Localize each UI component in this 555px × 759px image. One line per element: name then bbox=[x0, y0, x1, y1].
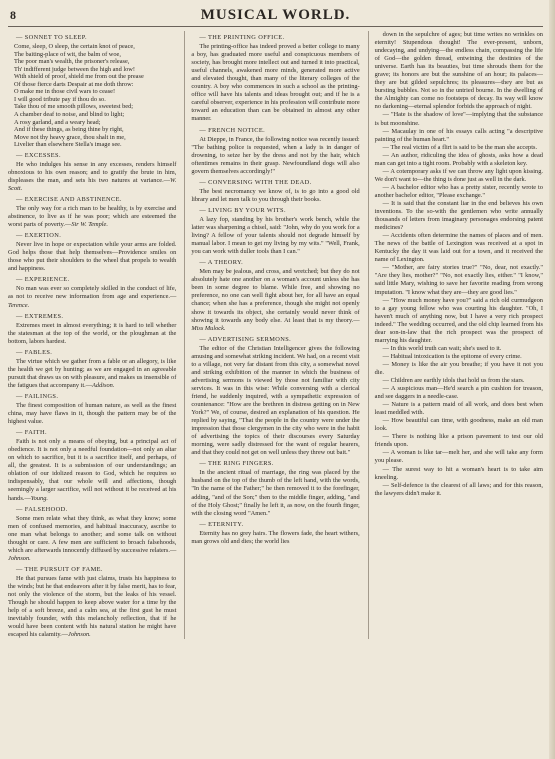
page-edge-shadow bbox=[549, 0, 555, 759]
paragraph-item: — Habitual intoxication is the epitome of every crime. bbox=[382, 352, 522, 360]
article-attribution: W. Scott. bbox=[8, 176, 177, 192]
article-heading: — THE RING FINGERS. bbox=[199, 460, 359, 468]
paragraph-item: — Nature is a pattern maid of all work, and does best when least meddled with. bbox=[374, 401, 543, 417]
poem-line: The baiting-place of wit, the balm of woe, bbox=[14, 50, 121, 58]
article bbox=[8, 313, 176, 346]
article-text: Extremes meet in almost everything; it is hard to tell whether the statesman at the top of the world, or the ploughman at the bottom, labors hardest. bbox=[8, 321, 177, 345]
article-heading: — EXERTION. bbox=[16, 232, 176, 240]
paragraph-item: — An author, ridiculing the idea of ghosts, asks how a dead man can get into a tight room. Probably with a skeleton key. bbox=[374, 151, 543, 167]
article-text: The editor of the Christian Intelligencer gives the following amusing and somewhat striking incident. We had, on a recent visit to a village, not very far distant from this city, a somewhat novel and striking exhibition of the manner in which the business of advertising sermons is viewed by those not familiar with city services. It was in this wise: While conversing with a clerical friend, he suddenly inquired, with a sympathetic expression of countenance: "How are the brethren in distress getting on in New York?" We, of course, desired an explanation of his question. He replied by saying, "That the people in the country were under the impression that those clergymen in the city who were in the habit of advertising the topics of their discourses every Saturday morning, were sadly distressed for the want of regular hearers, and that they could not get on well unless they threw out bait." bbox=[191, 344, 360, 457]
article-text: The printing-office has indeed proved a better college to many a boy, has graduated more useful and conspicuous members of society, has brought more intellect out and turned it into practical, useful channels, awakened more minds, generated more active and elevated thought, than many of the literary colleges of the country. A boy who commences in such a school as the printing-office will have his talents and ideas brought out; and if he is a careful observer, experience in his profession will contribute more toward an education than can be obtained in almost any other manner. bbox=[191, 43, 360, 123]
article-text: Men may be jealous, and cross, and wretched; but they do not absolutely hate one another on a woman's account unless she has been in some degree to blame. While free, and showing no preference, no one can well fight about her, for all have an equal chance; when she has a preference, though she might not openly show it towards its object, she certainly would never think of showing it towards any body else. At least that is my theory.—Miss Mulock. bbox=[191, 268, 360, 332]
article bbox=[191, 460, 359, 517]
article bbox=[191, 259, 359, 332]
poem-line: Come, sleep, O sleep, the certain knot of peace, bbox=[14, 43, 135, 51]
article bbox=[8, 152, 176, 193]
poem-line: With shield of proof, shield me from out the prease bbox=[14, 73, 144, 81]
article-attribution: Addison. bbox=[92, 381, 115, 389]
article bbox=[8, 566, 176, 639]
article-text: The best necromancy we know of, is to go into a good old library and let men talk to you through their books. bbox=[191, 187, 360, 203]
article-heading: — EXCESSES. bbox=[16, 152, 176, 160]
poem-line: The poor man's wealth, the prisoner's release, bbox=[14, 58, 130, 66]
paragraph-item: — In this world truth can wait; she's used to it. bbox=[382, 344, 502, 352]
article bbox=[375, 31, 543, 111]
article-text: Some men relate what they think, as what they know; some men of confused memories, and habitual inaccuracy, ascribe to one man what belongs to another; and some talk on without thought or care. A few men are sufficient to broach falsehoods, which are afterwards innocently diffused by successive relaters.—Johnson. bbox=[8, 514, 177, 562]
article-heading: — LIVING BY YOUR WITS. bbox=[199, 207, 359, 215]
paragraph-item: — Money is like the air you breathe; if you have it not you die. bbox=[374, 360, 543, 376]
paragraph-item: — A cotemporary asks if we can throw any light upon kissing. We don't want to—the thing is done just as well in the dark. bbox=[374, 167, 543, 183]
article bbox=[8, 506, 176, 563]
article-heading: — FABLES. bbox=[16, 349, 176, 357]
article-heading: — EXPERIENCE. bbox=[16, 276, 176, 284]
article-heading: — EXTREMES. bbox=[16, 313, 176, 321]
poem-lines bbox=[14, 43, 176, 149]
article-text: Faith is not only a means of obeying, but a principal act of obedience. It is not only a needful foundation—not only an altar on which to sacrifice, but it is a sacrifice itself, and perhaps, of all, the greatest. It is a submission of our understandings; an oblation of our idolized reason to God, which he requires so indispensably, that our whole will and affections, though seemingly a larger sacrifice, will not without it be received at his hands.—Young. bbox=[8, 438, 177, 502]
article-text: At Dieppe, in France, the following notice was recently issued: "The bathing police is requested, when a lady is in danger of drowning, to seize her by the dress and not by the hair, which oftentimes remains in their grasp. Newfoundland dogs will also govern themselves accordingly!" bbox=[191, 135, 360, 175]
paragraph-item: — The surest way to hit a woman's heart is to take aim kneeling. bbox=[374, 465, 543, 481]
paragraph-item: — Children are earthly idols that hold us from the stars. bbox=[382, 377, 525, 385]
paragraph-item: — Macaulay in one of his essays calls acting "a descriptive painting of the human heart." bbox=[374, 127, 543, 143]
article-heading: — THE PRINTING OFFICE. bbox=[199, 34, 359, 42]
poem-line: A chamber deaf to noise, and blind to light; bbox=[14, 110, 125, 118]
article bbox=[191, 336, 359, 458]
article-text: He that pursues fame with just claims, trusts his happiness to the winds; but he that endeavors after it by false merit, has to fear, not only the violence of the storm, but the leaks of his vessel. Though he should happen to keep above water for a time by the help of a soft breeze, and a calm sea, at the first gust he must inevitably founder, with this melancholy reflection, that if he would have been content with his natural station he might have escaped his calamity.—Johnson. bbox=[8, 574, 177, 639]
article bbox=[191, 207, 359, 256]
article-heading: — FAILINGS. bbox=[16, 393, 176, 401]
article-attribution: Terence. bbox=[8, 301, 30, 309]
article bbox=[8, 196, 176, 229]
article-attribution: Johnson. bbox=[8, 554, 31, 562]
article bbox=[191, 127, 359, 176]
page-header bbox=[8, 6, 543, 27]
poem-line: Th' indifferent judge between the high and low! bbox=[14, 65, 135, 73]
article bbox=[8, 34, 176, 149]
paragraph-item: — Self-defence is the clearest of all laws; and for this reason, the lawyers didn't make it. bbox=[374, 481, 543, 497]
paragraph-item: — "Hate is the shadow of love"—implying that the substance is but moonshine. bbox=[374, 111, 543, 127]
paragraph-item: — A bachelor editor who has a pretty sister, recently wrote to another bachelor editor, "Please exchange." bbox=[374, 183, 543, 199]
article-heading: — FALSEHOOD. bbox=[16, 506, 176, 514]
poem-line: O make me in those civil wars to cease! bbox=[14, 88, 116, 96]
article-heading: — FRENCH NOTICE. bbox=[199, 127, 359, 135]
poem-line: Livelier than elsewhere Stella's image see. bbox=[14, 141, 122, 149]
article-heading: — ETERNITY. bbox=[199, 521, 359, 529]
article-text: Eternity has no grey hairs. The flowers fade, the heart withers, man grows old and dies; the world lies bbox=[191, 529, 360, 545]
poem-line: I will good tribute pay if thou do so. bbox=[14, 95, 106, 103]
paragraph-item: — There is nothing like a prison pavement to test our old friends upon. bbox=[374, 433, 543, 449]
page-title: MUSICAL WORLD. bbox=[200, 7, 351, 23]
paragraph-item: — Accidents often determine the names of places and of men. The news of the battle of Lexington was received at a spot in Kentucky the day it was laid out for a town, and it received the name of Lexington. bbox=[374, 232, 543, 264]
article-heading: — EXERCISE AND ABSTINENCE. bbox=[16, 196, 176, 204]
paragraph-item: — A woman is like tar—melt her, and she will take any form you please. bbox=[374, 449, 543, 465]
article-attribution: Miss Mulock. bbox=[191, 324, 226, 332]
paragraph-item: — A suspicious man—He'd search a pin cushion for treason, and see daggers in a needle-case. bbox=[374, 385, 543, 401]
paragraph-item: — It is said that the constant liar in the end believes his own inventions. To the so-with the gentlemen who write annually thousands of letters from imaginary personages endorsing patent medicines? bbox=[374, 199, 543, 232]
article-text: In the ancient ritual of marriage, the ring was placed by the husband on the top of the thumb of the left hand, with the words, "In the name of the Father;" he then removed it to the forefinger, adding, "and of the Son;" then to the middle finger, adding, "and of the Holy Ghost;" finally he left it, as now, on the fourth finger, with the closing word "Amen." bbox=[191, 469, 360, 517]
article-heading: — A THEORY. bbox=[199, 259, 359, 267]
article-heading: — THE PURSUIT OF FAME. bbox=[16, 566, 176, 574]
article bbox=[191, 34, 359, 124]
column-3 bbox=[368, 31, 543, 639]
paragraph-item: — The real victim of a flirt is said to be the man she accepts. bbox=[382, 143, 538, 151]
article-text: The virtue which we gather from a fable or an allegory, is like the health we get by hunting; as we are engaged in an agreeable pursuit that draws us on with pleasure, and makes us insensible of the fatigues that accompany it.—Addison. bbox=[8, 357, 177, 389]
poem-line: And if these things, as being thine by right, bbox=[14, 126, 124, 134]
column-1 bbox=[8, 31, 176, 639]
poem-line: A rosy garland, and a weary head; bbox=[14, 118, 101, 126]
article-attribution: Sir W. Temple. bbox=[71, 221, 108, 229]
article-text: Never live in hope or expectation while your arms are folded. God helps those that help themselves—Providence smiles on those who put their shoulders to the wheel that propels to wealth and happiness. bbox=[8, 241, 177, 273]
article-text: He who indulges his sense in any excesses, renders himself obnoxious to his own reason; and to gratify the brute in him, displeases the man, and sets his two natures at variance.—W. Scott. bbox=[8, 160, 177, 192]
article-attribution: Young. bbox=[30, 494, 48, 502]
text-columns bbox=[8, 31, 543, 639]
article-text: The only way for a rich man to be healthy, is by exercise and abstinence, to live as if he was poor; which are esteemed the worst parts of poverty.—Sir W. Temple. bbox=[8, 204, 177, 229]
article-text: The finest composition of human nature, as well as the finest china, may have flaws in it, though the pattern may be of the highest value. bbox=[8, 402, 177, 426]
article bbox=[8, 429, 176, 502]
column-2 bbox=[184, 31, 359, 639]
poem-line: Move not thy heavy grace, thou shalt in me, bbox=[14, 133, 126, 141]
page-number: 8 bbox=[10, 8, 16, 22]
article-text: A lazy fop, standing by his brother's work bench, while the latter was sharpening a chisel, said: "John, why do you work for a living? A fellow of your talents should not degrade himself by manual labor. I mean to get my living by my wits." "Well, Frank, you can work with duller tools than I can." bbox=[191, 215, 360, 256]
article bbox=[8, 349, 176, 390]
article-attribution: Johnson. bbox=[68, 631, 91, 639]
article-heading: — CONVERSING WITH THE DEAD. bbox=[199, 179, 359, 187]
article bbox=[8, 232, 176, 273]
article bbox=[375, 111, 543, 497]
paragraph-item: — How beautiful can time, with goodness, make an old man look. bbox=[374, 417, 543, 433]
article-text: down in the sepulchre of ages; but time writes no wrinkles on eternity! Stupendous thought! The ever-present, unborn, undecaying, and undying—the endless chain, compassing the life of God—the golden thread, entwining the destinies of the universe. Earth has its beauties, but time shrouds them for the grave; its honors are but the sunshine of an hour; its palaces—they are but gilded sepulchres; its pleasures—they are but as bursting bubbles. Not so in the untried bourne. In the dwelling of the Almighty can come no footsteps of decay. Its way will know no darkening—eternal splendor forbids the approach of night. bbox=[374, 31, 543, 111]
article bbox=[191, 521, 359, 546]
poem-line: Take thou of me smooth pillows, sweetest bed; bbox=[14, 103, 134, 111]
article-heading: — FAITH. bbox=[16, 429, 176, 437]
paragraph-item: — "Mother, are fairy stories true?" "No, dear, not exactly." "Are they lies, mother?" "No, not exactly lies, either." "I know," said little Mary, wishing to save her favorite reading from wrong imputation. "I know what they are—they are good lies." bbox=[374, 264, 543, 296]
poem-line: Of those fierce darts Despair at me doth throw: bbox=[14, 80, 134, 88]
article bbox=[8, 393, 176, 426]
article-heading: — SONNET TO SLEEP. bbox=[16, 34, 176, 42]
article-heading: — ADVERTISING SERMONS. bbox=[199, 336, 359, 344]
paragraph-item: — "How much money have you?" said a rich old curmudgeon to a gay young fellow who was courting his daughter. "Oh, I haven't much of anything now, but I have a very rich prospect indeed." The wedding occurred, and the old chip learned from his dear son-in-law that the rich prospect was the prospect of marrying his daughter. bbox=[374, 296, 543, 344]
article-text: No man was ever so completely skilled in the conduct of life, as not to receive new information from age and experience.—Terence. bbox=[8, 285, 177, 309]
article bbox=[8, 276, 176, 309]
article bbox=[191, 179, 359, 204]
